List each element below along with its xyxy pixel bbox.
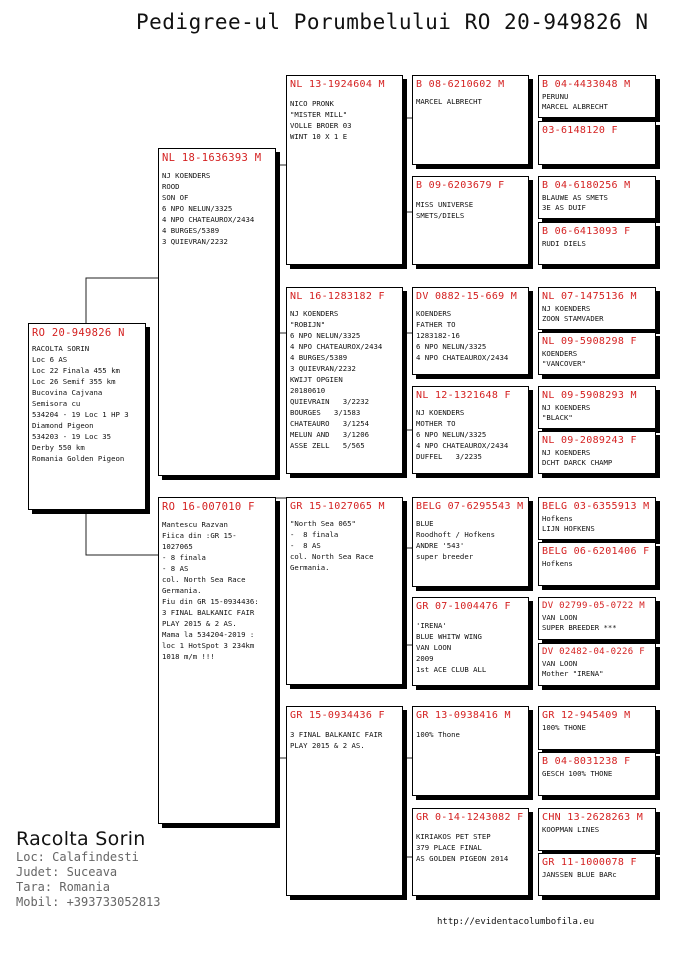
- gen5-details: Hofkens: [542, 559, 573, 568]
- gen5-id: BELG 06-6201406 F: [542, 546, 650, 557]
- gen5-card: [538, 431, 656, 474]
- gen5-id: NL 09-5908298 F: [542, 336, 637, 347]
- page-title: Pedigree-ul Porumbelului RO 20-949826 N: [136, 10, 649, 34]
- gen5-details: GESCH 100% THONE: [542, 769, 613, 778]
- gen4-card: [412, 706, 529, 796]
- gen4-details: BLUE Roodhoft / Hofkens ANDRE '543' super breeder: [416, 519, 496, 561]
- gen5-id: GR 12-945409 M: [542, 710, 631, 721]
- sire-card: [158, 148, 276, 476]
- gen4-details: 100% Thone: [416, 730, 460, 739]
- gen3-details: NJ KOENDERS "ROBIJN" 6 NPO NELUN/3325 4 NPO CHATEAUROX/2434 4 BURGES/5389 3 QUIEVRAN/2232 KWIJT OPGIEN 20180610 QUIEVRAIN 3/2232 BOURGES 3/1583 CHATEAURO 3/1254 MELUN AND 3/1206 ASSE ZELL 5/565: [290, 309, 383, 450]
- gen5-card: [538, 808, 656, 851]
- gen4-id: DV 0882-15-669 M: [416, 291, 518, 302]
- gen3-id: GR 15-1027065 M: [290, 501, 385, 512]
- gen5-details: NJ KOENDERS "BLACK": [542, 403, 591, 422]
- gen5-card: [538, 332, 656, 375]
- gen3-card: [286, 287, 403, 474]
- gen5-card: [538, 176, 656, 219]
- gen5-details: [539, 136, 655, 138]
- pigeon-main-card: [28, 323, 146, 510]
- gen4-id: GR 13-0938416 M: [416, 710, 511, 721]
- owner-country: Tara: Romania: [16, 880, 110, 894]
- gen5-details: BLAUWE AS SMETS 3E AS DUIF: [542, 193, 608, 212]
- gen5-id: B 04-4433048 M: [542, 79, 631, 90]
- gen5-id: B 06-6413093 F: [542, 226, 631, 237]
- gen4-card: [412, 75, 529, 165]
- gen5-details: PERUNU MARCEL ALBRECHT: [542, 92, 608, 111]
- gen4-details: NJ KOENDERS MOTHER TO 6 NPO NELUN/3325 4 NPO CHATEAUROX/2434 DUFFEL 3/2235: [416, 408, 509, 461]
- dam-id: RO 16-007010 F: [162, 501, 255, 513]
- gen3-card: [286, 706, 403, 896]
- gen4-id: GR 07-1004476 F: [416, 601, 511, 612]
- gen5-id: BELG 03-6355913 M: [542, 501, 650, 512]
- owner-locality: Loc: Calafindesti: [16, 850, 139, 864]
- gen4-card: [412, 597, 529, 686]
- gen5-card: [538, 386, 656, 429]
- sire-details: NJ KOENDERS ROOD SON OF 6 NPO NELUN/3325 4 NPO CHATEAUROX/2434 4 BURGES/5389 3 QUIEVRAN/2232: [162, 171, 255, 246]
- gen5-details: JANSSEN BLUE BARc: [542, 870, 617, 879]
- dam-details: Mantescu Razvan Fiica din :GR 15- 1027065 - 8 finala - 8 AS col. North Sea Race Germania. Fiu din GR 15-0934436: 3 FINAL BALKANIC FAIR PLAY 2015 & 2 AS. Mama la 534204-2019 : loc 1 HotSpot 3 234km 1018 m/m !!!: [162, 520, 259, 661]
- website-link[interactable]: http://evidentacolumbofila.eu: [437, 917, 595, 927]
- gen5-details: NJ KOENDERS DCHT DARCK CHAMP: [542, 448, 613, 467]
- gen4-details: MISS UNIVERSE SMETS/DIELS: [416, 200, 474, 220]
- gen3-id: NL 16-1283182 F: [290, 291, 385, 302]
- gen4-id: NL 12-1321648 F: [416, 390, 511, 401]
- gen4-card: [412, 386, 529, 474]
- gen3-details: "North Sea 065" - 8 finala - 8 AS col. North Sea Race Germania.: [290, 519, 374, 572]
- gen5-details: VAN LOON SUPER BREEDER ***: [542, 613, 617, 632]
- gen5-card: [538, 643, 656, 686]
- pigeon-main-id: RO 20-949826 N: [32, 327, 125, 339]
- gen5-card: [538, 222, 656, 265]
- gen5-details: VAN LOON Mother "IRENA": [542, 659, 604, 678]
- dam-card: [158, 497, 276, 824]
- gen5-details: KOENDERS "VANCOVER": [542, 349, 586, 368]
- gen5-details: Hofkens LIJN HOFKENS: [542, 514, 595, 533]
- gen5-details: 100% THONE: [542, 723, 586, 732]
- gen4-id: B 08-6210602 M: [416, 79, 505, 90]
- gen5-details: RUDI DIELS: [542, 239, 586, 248]
- gen3-details: 3 FINAL BALKANIC FAIR PLAY 2015 & 2 AS.: [290, 730, 383, 750]
- gen4-card: [412, 176, 529, 265]
- owner-phone: Mobil: +393733052813: [16, 895, 161, 909]
- gen5-id: DV 02482-04-0226 F: [542, 647, 645, 657]
- gen5-details: KOOPMAN LINES: [542, 825, 600, 834]
- gen3-card: [286, 75, 403, 265]
- sire-id: NL 18-1636393 M: [162, 152, 262, 164]
- gen4-details: KOENDERS FATHER TO 1283182-16 6 NPO NELUN/3325 4 NPO CHATEAUROX/2434: [416, 309, 509, 362]
- owner-county: Judet: Suceava: [16, 865, 118, 879]
- gen5-id: CHN 13-2628263 M: [542, 812, 644, 823]
- gen4-details: 'IRENA' BLUE WHITW WING VAN LOON 2009 1st ACE CLUB ALL: [416, 621, 487, 674]
- gen3-id: NL 13-1924604 M: [290, 79, 385, 90]
- gen5-card: [538, 542, 656, 586]
- gen4-id: GR 0-14-1243082 F: [416, 812, 524, 823]
- gen4-id: BELG 07-6295543 M: [416, 501, 524, 512]
- gen4-card: [412, 808, 529, 896]
- gen4-details: KIRIAKOS PET STEP 379 PLACE FINAL AS GOLDEN PIGEON 2014: [416, 832, 509, 863]
- gen5-id: NL 07-1475136 M: [542, 291, 637, 302]
- gen5-id: GR 11-1000078 F: [542, 857, 637, 868]
- gen4-details: MARCEL ALBRECHT: [416, 97, 482, 106]
- gen3-details: NICO PRONK "MISTER MILL" VOLLE BROER 03 WINT 10 X 1 E: [290, 99, 352, 141]
- gen3-card: [286, 497, 403, 685]
- gen5-id: B 04-6180256 M: [542, 180, 631, 191]
- pigeon-main-details: RACOLTA SORIN Loc 6 AS Loc 22 Finala 455 km Loc 26 Semif 355 km Bucovina Cajvana Semisora cu 534204 - 19 Loc 1 HP 3 Diamond Pigeon 534203 - 19 Loc 35 Derby 550 km Romania Golden Pigeon: [32, 344, 129, 463]
- gen5-id: DV 02799-05-0722 M: [542, 601, 645, 611]
- gen5-card: [538, 706, 656, 750]
- gen5-card: [538, 853, 656, 896]
- gen4-card: [412, 287, 529, 375]
- gen5-card: [538, 597, 656, 640]
- gen5-card: [538, 287, 656, 330]
- gen5-card: [538, 497, 656, 540]
- gen5-id: NL 09-2089243 F: [542, 435, 637, 446]
- owner-info: [16, 828, 161, 910]
- owner-name: Racolta Sorin: [16, 828, 146, 850]
- gen5-card: [538, 752, 656, 796]
- gen4-id: B 09-6203679 F: [416, 180, 505, 191]
- gen5-id: B 04-8031238 F: [542, 756, 631, 767]
- gen3-id: GR 15-0934436 F: [290, 710, 385, 721]
- gen5-id: NL 09-5908293 M: [542, 390, 637, 401]
- gen5-details: NJ KOENDERS ZOON STAMVADER: [542, 304, 604, 323]
- gen5-card: [538, 121, 656, 165]
- gen5-id: 03-6148120 F: [542, 125, 618, 136]
- gen4-card: [412, 497, 529, 587]
- gen5-card: [538, 75, 656, 118]
